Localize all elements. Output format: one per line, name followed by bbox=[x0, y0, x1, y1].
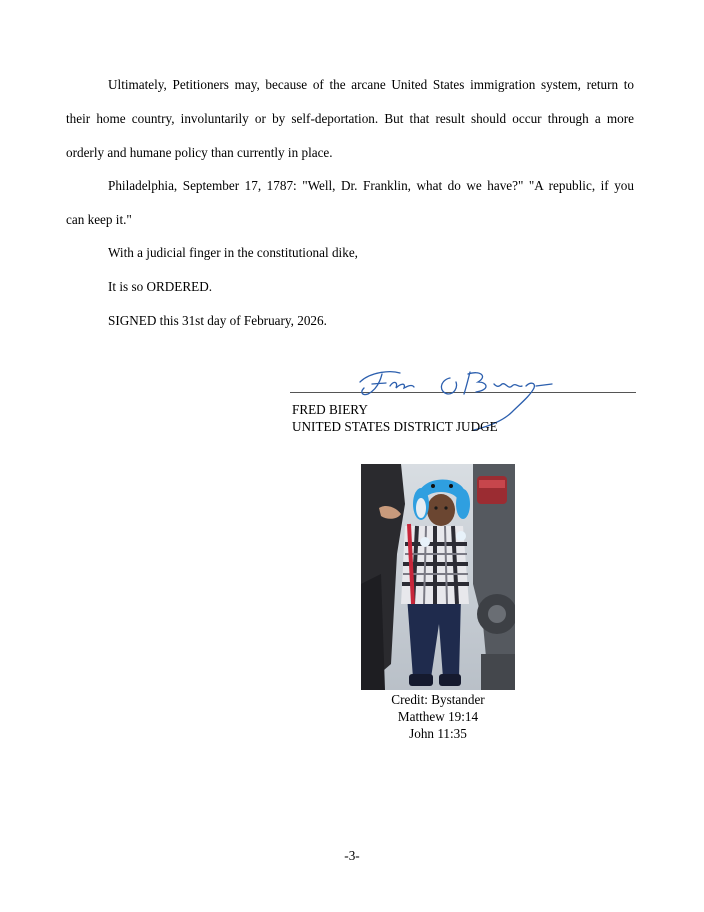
signed-date-line: SIGNED this 31st day of February, 2026. bbox=[108, 313, 327, 328]
paragraph-line: their home country, involuntarily or by self-deportation. But that result should occur through a more bbox=[66, 111, 634, 126]
paragraph-line: can keep it." bbox=[66, 212, 132, 227]
scripture-reference: John 11:35 bbox=[409, 726, 467, 741]
judge-title: UNITED STATES DISTRICT JUDGE bbox=[292, 419, 498, 434]
paragraph-line: With a judicial finger in the constitutional dike, bbox=[108, 245, 358, 260]
page-number: -3- bbox=[344, 848, 360, 863]
paragraph-line: Philadelphia, September 17, 1787: "Well, Dr. Franklin, what do we have?" "A republic, if you bbox=[108, 178, 634, 193]
order-line: It is so ORDERED. bbox=[108, 279, 213, 294]
child-photo bbox=[361, 464, 515, 690]
judge-name: FRED BIERY bbox=[292, 402, 368, 417]
paragraph-line: orderly and humane policy than currently in place. bbox=[66, 145, 333, 160]
paragraph-line: Ultimately, Petitioners may, because of the arcane United States immigration system, return to bbox=[108, 77, 634, 92]
scripture-reference: Matthew 19:14 bbox=[397, 709, 479, 724]
photo-credit: Credit: Bystander bbox=[391, 692, 485, 707]
